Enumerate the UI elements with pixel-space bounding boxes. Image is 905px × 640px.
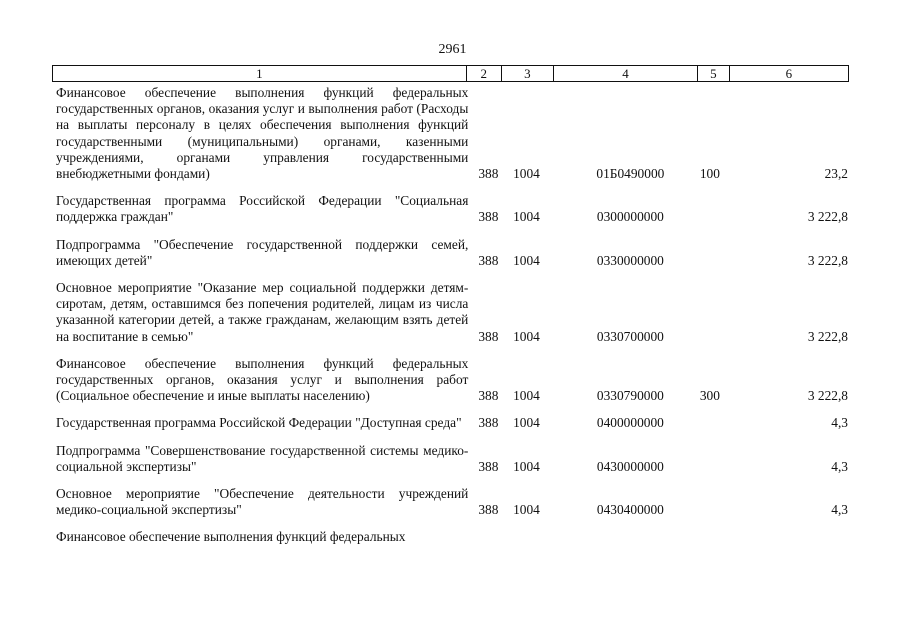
row-amount: 4,3 bbox=[831, 415, 848, 431]
row-section: 1004 bbox=[513, 252, 540, 268]
row-target: 0330700000 bbox=[596, 328, 664, 344]
row-description: Финансовое обеспечение выполнения функций федеральных государственных органов, оказания услуг и выполнения работ (Расходы на выплаты персоналу в целях обеспечения выполнения функций государственными (муниципальными) органами, казенными учреждениями, органами управления государственными внебюджетными фондами) bbox=[56, 85, 469, 182]
table-row bbox=[52, 486, 849, 518]
row-section: 1004 bbox=[513, 388, 540, 404]
table-row bbox=[52, 529, 849, 545]
row-description: Подпрограмма "Обеспечение государственной поддержки семей, имеющих детей" bbox=[56, 236, 469, 268]
row-section: 1004 bbox=[513, 415, 540, 431]
row-description: Финансовое обеспечение выполнения функций федеральных bbox=[56, 529, 406, 545]
table-row bbox=[52, 237, 849, 269]
row-description: Основное мероприятие "Оказание мер социальной поддержки детям-сиротам, детям, оставшимся без попечения родителей, лицам из числа указанной категории детей, а также гражданам, желающим взять детей на воспитание в семью" bbox=[56, 280, 469, 344]
row-kind: 300 bbox=[699, 388, 720, 404]
row-target: 01Б0490000 bbox=[596, 166, 665, 182]
row-target: 0330790000 bbox=[596, 388, 664, 404]
row-grbs: 388 bbox=[478, 458, 499, 474]
row-grbs: 388 bbox=[478, 252, 499, 268]
header-col-5: 5 bbox=[698, 66, 730, 81]
row-kind: 100 bbox=[699, 166, 720, 182]
row-amount: 3 222,8 bbox=[807, 328, 848, 344]
row-section: 1004 bbox=[513, 328, 540, 344]
row-target: 0430400000 bbox=[596, 502, 664, 518]
table-row bbox=[52, 280, 849, 345]
row-grbs: 388 bbox=[478, 166, 499, 182]
header-col-6: 6 bbox=[785, 66, 793, 81]
header-col-3: 3 bbox=[502, 66, 555, 81]
table-row bbox=[52, 356, 849, 405]
row-amount: 4,3 bbox=[831, 458, 848, 474]
row-amount: 3 222,8 bbox=[807, 209, 848, 225]
row-description: Финансовое обеспечение выполнения функций федеральных государственных органов, оказания услуг и выполнения работ (Социальное обеспечение и иные выплаты населению) bbox=[56, 355, 469, 404]
page-number: 2961 bbox=[438, 42, 467, 57]
table-row bbox=[52, 443, 849, 475]
row-amount: 23,2 bbox=[824, 166, 848, 182]
header-col-2: 2 bbox=[467, 66, 502, 81]
row-amount: 3 222,8 bbox=[807, 388, 848, 404]
row-amount: 4,3 bbox=[831, 502, 848, 518]
row-target: 0430000000 bbox=[596, 458, 664, 474]
row-description: Государственная программа Российской Федерации "Доступная среда" bbox=[56, 415, 462, 431]
row-grbs: 388 bbox=[478, 502, 499, 518]
row-section: 1004 bbox=[513, 166, 540, 182]
row-target: 0400000000 bbox=[596, 415, 664, 431]
row-section: 1004 bbox=[513, 502, 540, 518]
row-section: 1004 bbox=[513, 458, 540, 474]
row-description: Подпрограмма "Совершенствование государственной системы медико-социальной экспертизы" bbox=[56, 442, 469, 474]
row-description: Государственная программа Российской Федерации "Социальная поддержка граждан" bbox=[56, 193, 469, 225]
row-grbs: 388 bbox=[478, 388, 499, 404]
header-col-1: 1 bbox=[53, 66, 467, 81]
table-body bbox=[52, 85, 849, 557]
row-target: 0300000000 bbox=[596, 209, 664, 225]
row-description: Основное мероприятие "Обеспечение деятельности учреждений медико-социальной экспертизы" bbox=[56, 486, 469, 518]
row-amount: 3 222,8 bbox=[807, 252, 848, 268]
table-row bbox=[52, 415, 849, 431]
table-row bbox=[52, 85, 849, 182]
row-grbs: 388 bbox=[478, 328, 499, 344]
row-grbs: 388 bbox=[478, 209, 499, 225]
table-header bbox=[52, 65, 849, 82]
table-row bbox=[52, 193, 849, 225]
header-col-4: 4 bbox=[554, 66, 698, 81]
row-grbs: 388 bbox=[478, 415, 499, 431]
row-section: 1004 bbox=[513, 209, 540, 225]
row-target: 0330000000 bbox=[596, 252, 664, 268]
